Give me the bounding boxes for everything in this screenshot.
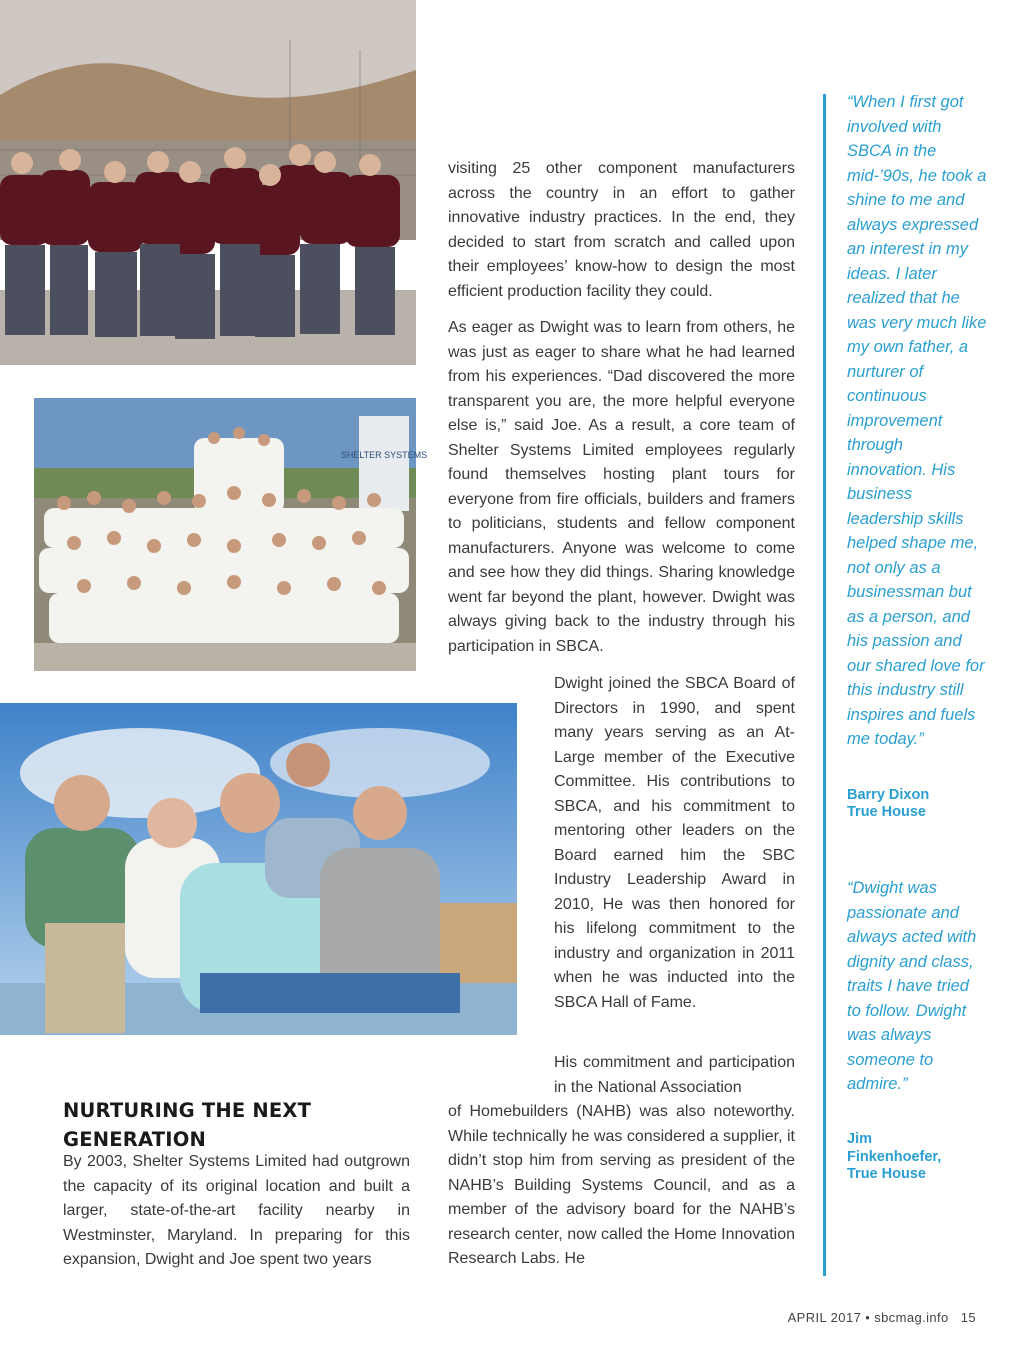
sign-text: SHELTER SYSTEMS (340, 450, 428, 460)
section-heading: NURTURING THE NEXT GENERATION (63, 1099, 312, 1151)
body-paragraph-3: Dwight joined the SBCA Board of Directors in 1990, and spent many years serving as an At-Large member of the Executive Committee. His contributions to SBCA, and his commitment to mentoring other leaders on the Board earned him the SBC Industry Leadership Award in 2010, He was then honored for his lifelong commitment to the industry and organization in 2011 when he was inducted into the SBCA Hall of Fame. (554, 675, 795, 1011)
body-paragraph-4-cont: of Homebuilders (NAHB) was also noteworthy. While technically he was considered a supplier, it didn’t stop him from serving as president of the NAHB’s Building Systems Council, and as a member of the advisory board for the NAHB’s research center, now called the Home Innovation Research Labs. He (448, 1103, 795, 1267)
body-paragraph-4-start: His commitment and participation in the National Association (554, 1054, 795, 1096)
page-footer (788, 1310, 976, 1325)
quote-jim-finkenhoefer: “Dwight was passionate and always acted with dignity and class, traits I have tried to follow. Dwight was always someone to admire.” (847, 879, 977, 1093)
photo-white-shirt-staff (34, 398, 428, 671)
quote-barry-dixon: “When I first got involved with SBCA in the mid-’90s, he took a shine to me and always expressed an interest in my ideas. I later realized that he was very much like my own father, a nurturer of continuous improvement through innovation. His business leadership skills helped shape me, not only as a businessman but as a person, and his passion and our shared love for this industry still inspires and fuels me today.” (847, 93, 987, 748)
page-number: 15 (960, 1310, 976, 1325)
quote-attribution-name: Jim Finkenhoefer, (847, 1131, 942, 1165)
footer-issue: APRIL 2017 (787, 1310, 862, 1325)
sidebar-divider (823, 94, 826, 1276)
photo-maroon-jacket-group (0, 0, 416, 365)
quote-attribution-name: Barry Dixon (847, 787, 930, 803)
photo-family-portrait (0, 703, 517, 1035)
quote-attribution-company: True House (847, 804, 926, 820)
body-paragraph-1: visiting 25 other component manufacturers across the country in an effort to gather innovative industry practices. In the end, they decided to start from scratch and called upon their employees’ know-how to design the most efficient production facility they could. (448, 160, 795, 300)
footer-site-link[interactable]: sbcmag.info (874, 1310, 949, 1325)
body-paragraph-2: As eager as Dwight was to learn from others, he was just as eager to share what he had learned from his experiences. “Dad discovered the more transparent you are, the more helpful everyone else is,” said Joe. As a result, a core team of Shelter Systems Limited employees regularly found themselves hosting plant tours for everyone from fire officials, builders and framers to politicians, students and fellow component manufacturers. Anyone was welcome to come and see how they did things. Sharing knowledge went far beyond the plant, however. Dwight was always giving back to the industry through his participation in SBCA. (448, 319, 795, 655)
quote-attribution-company: True House (847, 1166, 926, 1182)
section-paragraph: By 2003, Shelter Systems Limited had outgrown the capacity of its original location and built a larger, state-of-the-art facility nearby in Westminster, Maryland. In preparing for this expansion, Dwight and Joe spent two years (63, 1153, 410, 1268)
footer-separator: • (865, 1310, 871, 1325)
